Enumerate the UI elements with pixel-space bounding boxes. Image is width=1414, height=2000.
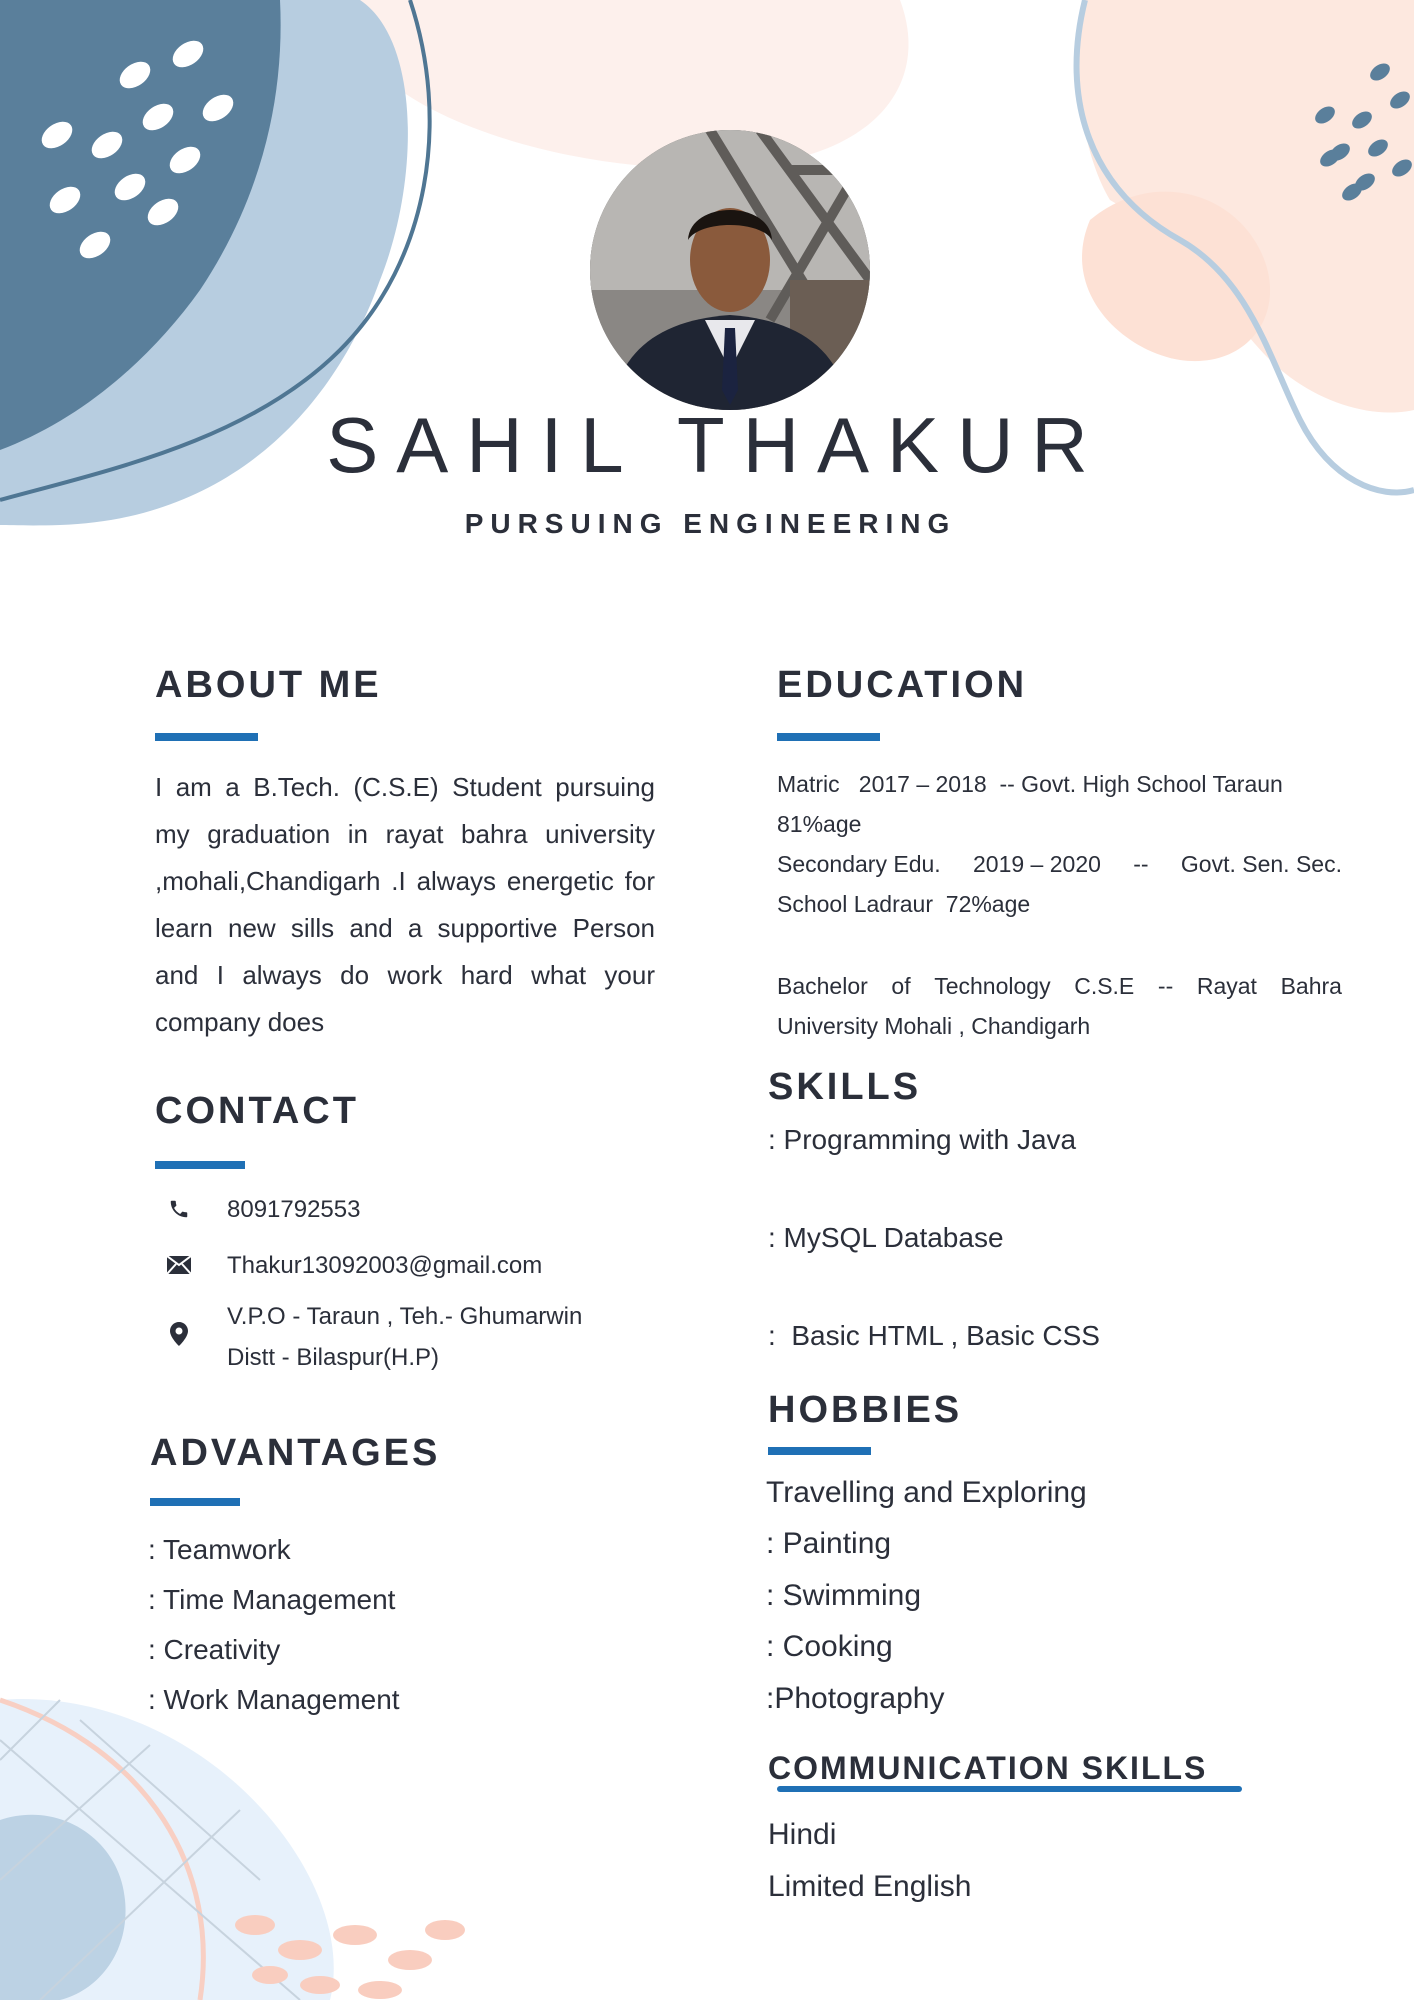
advantages-underline bbox=[150, 1498, 240, 1506]
education-btech bbox=[777, 966, 1342, 1006]
full-name: SAHIL THAKUR bbox=[326, 401, 1106, 489]
btech-word: -- bbox=[1157, 973, 1174, 999]
education-matric-percentage: 81%age bbox=[777, 811, 862, 837]
phone-icon bbox=[163, 1193, 195, 1225]
btech-word: Technology bbox=[934, 973, 1051, 999]
hobby-item: Travelling and Exploring bbox=[766, 1476, 1087, 1509]
contact-heading: CONTACT bbox=[155, 1090, 359, 1132]
advantage-item: : Time Management bbox=[148, 1584, 396, 1615]
advantage-item: : Creativity bbox=[148, 1634, 281, 1665]
profile-photo bbox=[590, 130, 870, 410]
education-btech-line-2: University Mohali , Chandigarh bbox=[777, 1013, 1091, 1039]
address-line-1: V.P.O - Taraun , Teh.- Ghumarwin bbox=[227, 1303, 583, 1330]
hobby-item: : Cooking bbox=[766, 1630, 893, 1663]
education-underline bbox=[777, 733, 880, 741]
about-text: I am a B.Tech. (C.S.E) Student pursuing my graduation in rayat bahra university ,mohali,Chandigarh .I always energetic for learn new sills and a supportive Person and I always do work hard what your company does bbox=[155, 772, 655, 1037]
skill-item: : MySQL Database bbox=[768, 1222, 1004, 1253]
language-item: Hindi bbox=[768, 1818, 837, 1851]
secondary-label: Secondary Edu. bbox=[777, 851, 941, 877]
advantages-heading: ADVANTAGES bbox=[150, 1432, 441, 1474]
btech-word: Bachelor bbox=[777, 973, 868, 999]
communication-heading: COMMUNICATION SKILLS bbox=[768, 1750, 1208, 1786]
education-heading: EDUCATION bbox=[777, 664, 1028, 706]
secondary-school: Govt. Sen. Sec. bbox=[1180, 851, 1342, 877]
skills-heading: SKILLS bbox=[768, 1066, 922, 1108]
skill-item: : Basic HTML , Basic CSS bbox=[768, 1320, 1100, 1351]
secondary-separator: -- bbox=[1133, 851, 1149, 877]
advantage-item: : Work Management bbox=[148, 1684, 400, 1715]
btech-word: of bbox=[891, 973, 911, 999]
btech-word: Bahra bbox=[1280, 973, 1342, 999]
skill-item: : Programming with Java bbox=[768, 1124, 1077, 1155]
hobbies-underline bbox=[768, 1447, 871, 1455]
email-address[interactable]: Thakur13092003@gmail.com bbox=[227, 1252, 543, 1279]
btech-word: C.S.E bbox=[1074, 973, 1135, 999]
mail-icon bbox=[163, 1249, 195, 1281]
hobby-item: : Swimming bbox=[766, 1579, 922, 1612]
phone-number[interactable]: 8091792553 bbox=[227, 1196, 361, 1223]
address-line-2: Distt - Bilaspur(H.P) bbox=[227, 1344, 440, 1371]
secondary-years: 2019 – 2020 bbox=[973, 851, 1101, 877]
education-secondary-line-2: School Ladraur 72%age bbox=[777, 891, 1031, 917]
education-matric: Matric 2017 – 2018 -- Govt. High School Taraun bbox=[777, 771, 1283, 797]
education-secondary bbox=[777, 844, 1342, 884]
about-underline bbox=[155, 733, 258, 741]
about-heading: ABOUT ME bbox=[155, 664, 382, 706]
hobby-item: : Painting bbox=[766, 1527, 892, 1560]
location-pin-icon bbox=[163, 1318, 195, 1350]
language-item: Limited English bbox=[768, 1870, 972, 1903]
communication-underline bbox=[777, 1786, 1242, 1792]
hobby-item: :Photography bbox=[766, 1682, 945, 1715]
subtitle: PURSUING ENGINEERING bbox=[464, 508, 957, 539]
advantage-item: : Teamwork bbox=[148, 1534, 291, 1565]
hobbies-heading: HOBBIES bbox=[768, 1389, 963, 1431]
btech-word: Rayat bbox=[1196, 973, 1257, 999]
contact-underline bbox=[155, 1161, 245, 1169]
